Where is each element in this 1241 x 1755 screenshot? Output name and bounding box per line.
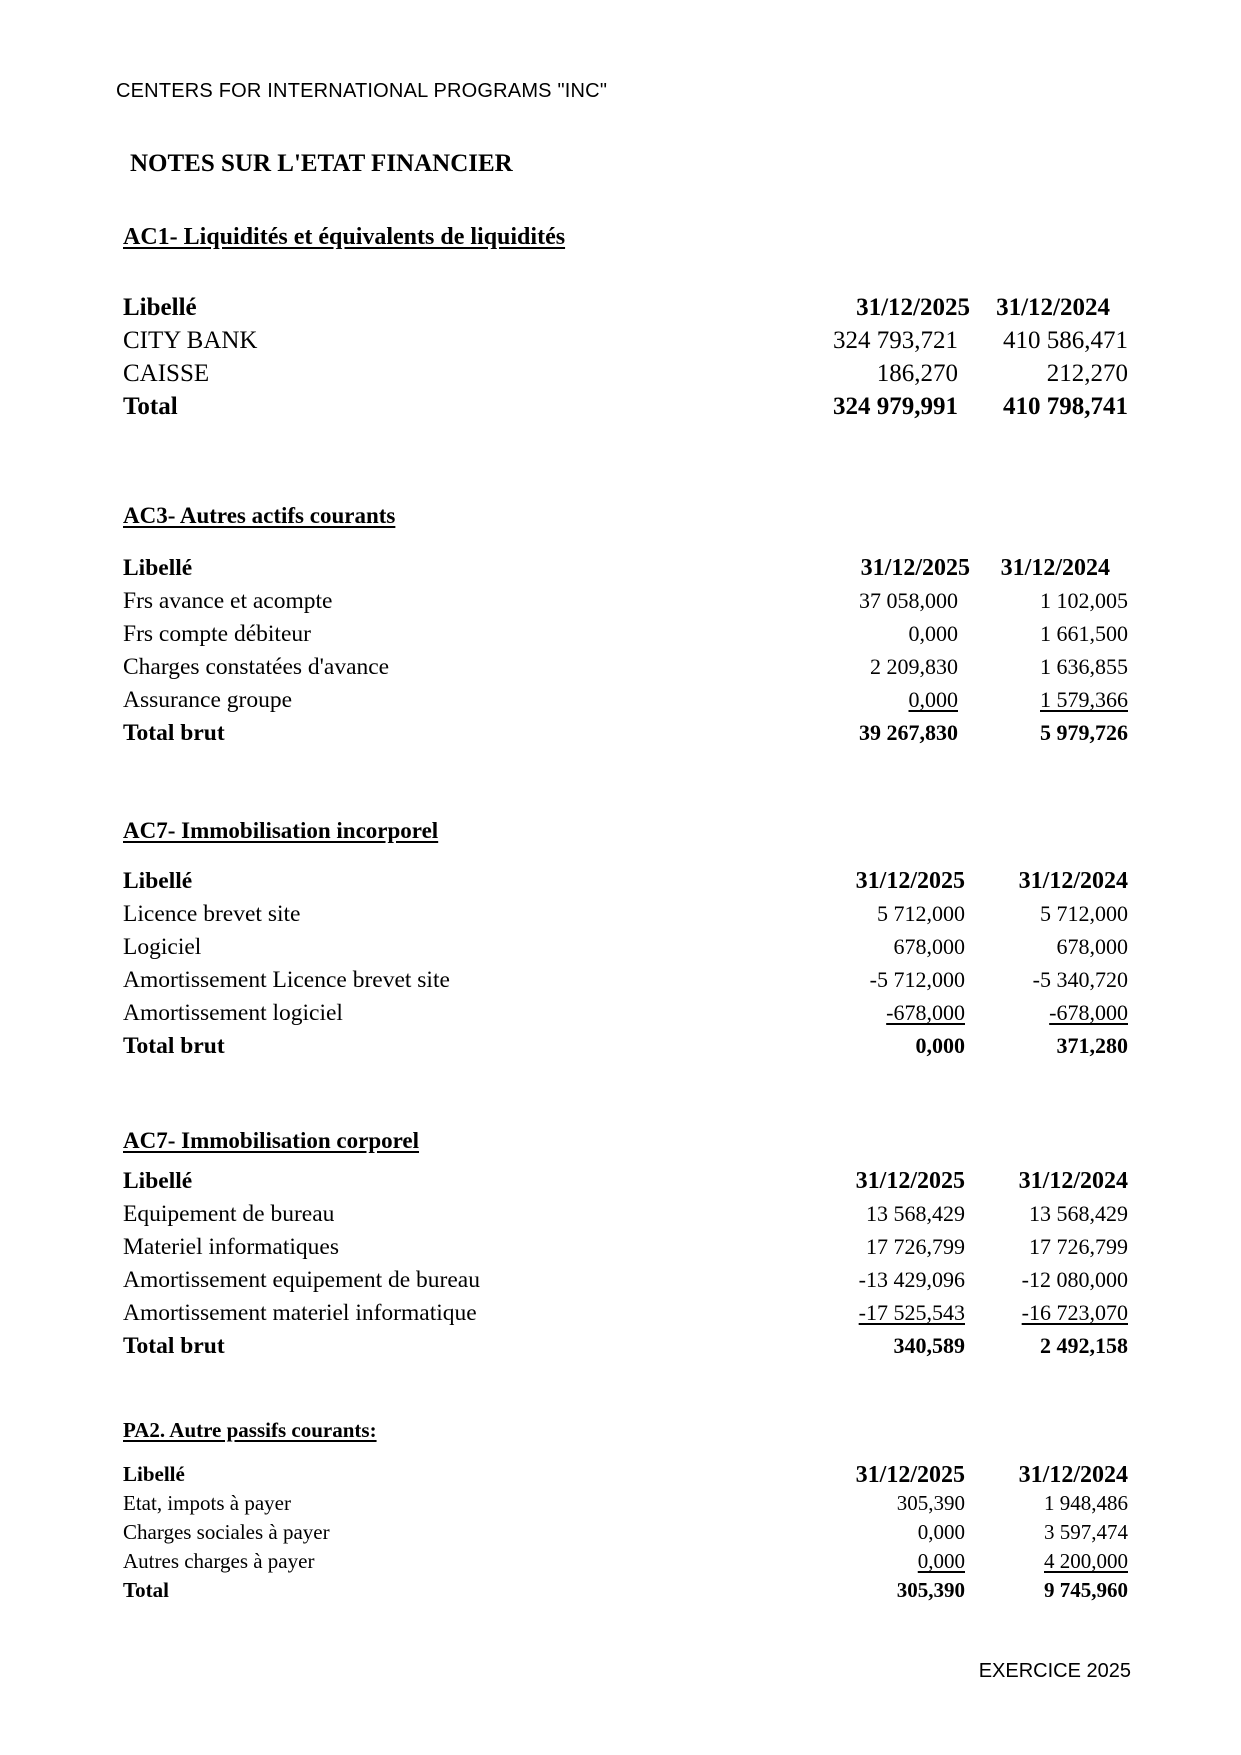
total-label: Total brut	[123, 1033, 225, 1059]
column-2025-header: 31/12/2025	[860, 555, 970, 581]
row-label: Charges constatées d'avance	[123, 654, 390, 680]
total-2024: 371,280	[1056, 1033, 1128, 1058]
column-2025-header: 31/12/2025	[856, 294, 970, 321]
row-label: Equipement de bureau	[123, 1201, 335, 1227]
column-2024-header: 31/12/2024	[996, 294, 1110, 321]
table-row	[123, 588, 1128, 621]
row-label: Materiel informatiques	[123, 1234, 339, 1260]
column-2024-header: 31/12/2024	[1018, 1168, 1128, 1194]
value-2024: -16 723,070	[1021, 1300, 1128, 1325]
row-label: Amortissement equipement de bureau	[123, 1267, 480, 1293]
table-row	[123, 901, 1128, 934]
table-row	[123, 1520, 1128, 1549]
table-row	[123, 967, 1128, 1000]
total-2025: 0,000	[915, 1033, 965, 1058]
table-header-row	[123, 868, 1128, 901]
total-2024: 410 798,741	[1003, 393, 1128, 420]
value-2024: 1 102,005	[1040, 588, 1128, 613]
value-2024: -678,000	[1049, 1000, 1128, 1025]
section-ac7-incorporel	[123, 818, 1128, 1066]
total-row	[123, 1333, 1128, 1366]
total-2024: 9 745,960	[1044, 1578, 1128, 1602]
column-2024-header: 31/12/2024	[1018, 868, 1128, 894]
value-2024: 212,270	[1046, 360, 1128, 387]
table-row	[123, 1201, 1128, 1234]
row-label: Charges sociales à payer	[123, 1520, 330, 1544]
section-ac7-corporel	[123, 1128, 1128, 1366]
value-2025: 0,000	[908, 621, 958, 646]
value-2025: 2 209,830	[870, 654, 958, 679]
value-2024: 410 586,471	[1003, 327, 1128, 354]
value-2024: 4 200,000	[1044, 1549, 1128, 1573]
value-2025: 678,000	[893, 934, 965, 959]
column-label-header: Libellé	[123, 1462, 185, 1486]
table-header-row	[123, 1168, 1128, 1201]
total-label: Total	[123, 1578, 169, 1602]
column-label-header: Libellé	[123, 868, 193, 894]
table-header-row	[123, 1462, 1128, 1491]
section-title: AC1- Liquidités et équivalents de liquidités	[123, 224, 566, 250]
value-2024: 1 579,366	[1040, 687, 1128, 712]
table-row	[123, 360, 1128, 393]
column-label-header: Libellé	[123, 555, 193, 581]
value-2025: 13 568,429	[866, 1201, 965, 1226]
section-title: AC3- Autres actifs courants	[123, 503, 396, 528]
value-2024: 1 661,500	[1040, 621, 1128, 646]
value-2025: -5 712,000	[869, 967, 965, 992]
table-row	[123, 1491, 1128, 1520]
table-header-row	[123, 555, 1128, 588]
row-label: Licence brevet site	[123, 901, 301, 927]
value-2025: -13 429,096	[858, 1267, 965, 1292]
table-row	[123, 1000, 1128, 1033]
value-2024: -5 340,720	[1032, 967, 1128, 992]
value-2025: 186,270	[876, 360, 958, 387]
total-2024: 5 979,726	[1040, 720, 1128, 745]
table-row	[123, 1267, 1128, 1300]
value-2025: 0,000	[917, 1549, 965, 1573]
organization-name: CENTERS FOR INTERNATIONAL PROGRAMS "INC"	[116, 80, 608, 102]
row-label: Amortissement materiel informatique	[123, 1300, 477, 1326]
row-label: CITY BANK	[123, 327, 258, 354]
table-header-row	[123, 294, 1128, 327]
total-2025: 340,589	[893, 1333, 965, 1358]
table-row	[123, 654, 1128, 687]
row-label: Etat, impots à payer	[123, 1491, 291, 1515]
value-2025: 37 058,000	[859, 588, 958, 613]
total-label: Total brut	[123, 1333, 225, 1359]
section-title: AC7- Immobilisation corporel	[123, 1128, 420, 1153]
value-2025: -678,000	[886, 1000, 965, 1025]
section-pa2	[123, 1418, 1128, 1607]
section-ac3	[123, 503, 1128, 753]
row-label: Autres charges à payer	[123, 1549, 315, 1573]
row-label: Frs compte débiteur	[123, 621, 311, 647]
section-title: PA2. Autre passifs courants:	[123, 1418, 377, 1442]
value-2025: 5 712,000	[877, 901, 965, 926]
table-row	[123, 327, 1128, 360]
value-2025: 0,000	[908, 687, 958, 712]
column-2024-header: 31/12/2024	[1018, 1462, 1128, 1488]
value-2025: 0,000	[917, 1520, 965, 1544]
table-row	[123, 687, 1128, 720]
value-2025: -17 525,543	[858, 1300, 965, 1325]
row-label: Logiciel	[123, 934, 202, 960]
value-2024: 1 636,855	[1040, 654, 1128, 679]
total-row	[123, 393, 1128, 426]
total-row	[123, 720, 1128, 753]
total-label: Total	[123, 393, 178, 420]
column-2025-header: 31/12/2025	[855, 1462, 965, 1488]
row-label: Amortissement logiciel	[123, 1000, 343, 1026]
column-2025-header: 31/12/2025	[855, 1168, 965, 1194]
value-2024: 678,000	[1056, 934, 1128, 959]
column-2024-header: 31/12/2024	[1000, 555, 1110, 581]
table-row	[123, 1300, 1128, 1333]
value-2024: 3 597,474	[1044, 1520, 1128, 1544]
column-label-header: Libellé	[123, 1168, 193, 1194]
table-row	[123, 1549, 1128, 1578]
column-2025-header: 31/12/2025	[855, 868, 965, 894]
value-2024: 17 726,799	[1029, 1234, 1128, 1259]
value-2025: 305,390	[896, 1491, 965, 1515]
footer-exercice: EXERCICE 2025	[978, 1660, 1131, 1682]
value-2024: 1 948,486	[1044, 1491, 1128, 1515]
total-label: Total brut	[123, 720, 225, 746]
row-label: CAISSE	[123, 360, 210, 387]
row-label: Assurance groupe	[123, 687, 293, 713]
value-2024: 13 568,429	[1029, 1201, 1128, 1226]
value-2024: -12 080,000	[1021, 1267, 1128, 1292]
row-label: Amortissement Licence brevet site	[123, 967, 450, 993]
total-2025: 305,390	[896, 1578, 965, 1602]
table-row	[123, 1234, 1128, 1267]
value-2025: 17 726,799	[866, 1234, 965, 1259]
section-ac1	[123, 224, 1128, 426]
total-2025: 39 267,830	[859, 720, 958, 745]
column-label-header: Libellé	[123, 294, 197, 321]
value-2025: 324 793,721	[833, 327, 958, 354]
table-row	[123, 621, 1128, 654]
value-2024: 5 712,000	[1040, 901, 1128, 926]
total-2025: 324 979,991	[833, 393, 958, 420]
section-title: AC7- Immobilisation incorporel	[123, 818, 439, 843]
total-row	[123, 1033, 1128, 1066]
total-2024: 2 492,158	[1040, 1333, 1128, 1358]
document-title: NOTES SUR L'ETAT FINANCIER	[130, 150, 513, 177]
table-row	[123, 934, 1128, 967]
row-label: Frs avance et acompte	[123, 588, 333, 614]
total-row	[123, 1578, 1128, 1607]
